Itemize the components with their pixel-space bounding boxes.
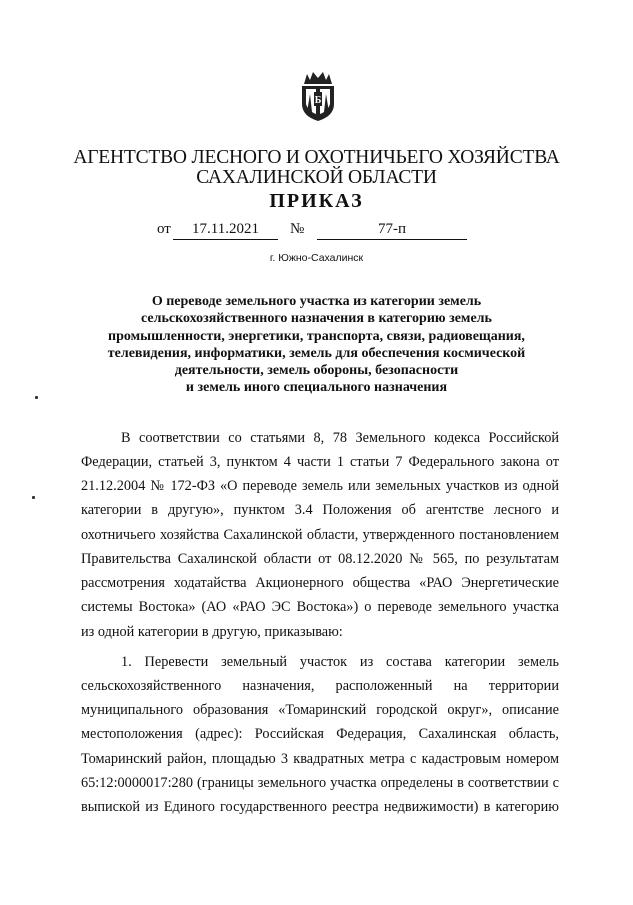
order-number: 77-п: [317, 221, 467, 240]
body-line: 21.12.2004 № 172-ФЗ «О переводе земель или земельных участков из одной: [81, 478, 559, 494]
city: г. Южно-Сахалинск: [269, 252, 364, 264]
order-title: ПРИКАЗ: [269, 190, 364, 212]
subject-line: и земель иного специального назначения: [185, 380, 448, 396]
agency-name-line-1: АГЕНТСТВО ЛЕСНОГО И ОХОТНИЧЬЕГО ХОЗЯЙСТВА: [73, 147, 560, 168]
body-line: Томаринский район, площадью 3 квадратных метра с кадастровым номером: [81, 751, 559, 767]
body-line: 1. Перевести земельный участок из состава категории земель: [121, 654, 559, 670]
svg-text:Б: Б: [314, 95, 322, 106]
body-line: охотничьего хозяйства Сахалинской области, утвержденного постановлением: [81, 527, 559, 543]
order-date: 17.11.2021: [173, 221, 278, 240]
body-line: системы Востока» (АО «РАО ЭС Востока») о переводе земельного участка: [81, 599, 559, 615]
body-line: местоположения (адрес): Российская Федерация, Сахалинская область,: [81, 726, 559, 742]
subject-line: телевидения, информатики, земель для обеспечения космической: [107, 345, 526, 361]
number-prefix: №: [290, 221, 305, 237]
body-line: 65:12:0000017:280 (границы земельного участка определены в соответствии с: [81, 775, 559, 791]
body-line: Федерации, статьей 3, пунктом 4 части 1 статьи 7 Федерального закона от: [81, 454, 559, 470]
body-line: муниципального образования «Томаринский городской округ», описание: [81, 702, 559, 718]
subject-line: деятельности, земель обороны, безопасности: [174, 363, 459, 379]
agency-name-line-2: САХАЛИНСКОЙ ОБЛАСТИ: [196, 167, 437, 188]
subject-line: О переводе земельного участка из категории земель: [151, 294, 482, 309]
body-line: Правительства Сахалинской области от 08.12.2020 № 565, по результатам: [81, 551, 559, 567]
scan-speck: [32, 496, 35, 499]
body-line: В соответствии со статьями 8, 78 Земельного кодекса Российской: [121, 430, 559, 446]
body-line: сельскохозяйственного назначения, расположенный на территории: [81, 678, 559, 694]
body-line: из одной категории в другую, приказываю:: [81, 624, 343, 640]
subject-line: промышленности, энергетики, транспорта, связи, радиовещания,: [108, 328, 525, 344]
subject-line: сельскохозяйственного назначения в категорию земель: [141, 311, 492, 327]
body-line: рассмотрения ходатайства Акционерного общества «РАО Энергетические: [81, 575, 559, 591]
scan-speck: [35, 396, 38, 399]
coat-of-arms-emblem: [298, 70, 338, 122]
date-prefix: от: [157, 221, 171, 237]
body-line: выпиской из Единого государственного реестра недвижимости) в категорию: [81, 799, 559, 815]
order-subject: [90, 293, 543, 397]
body-line: категории в другую», пунктом 3.4 Положения об агентстве лесного и: [81, 502, 559, 518]
